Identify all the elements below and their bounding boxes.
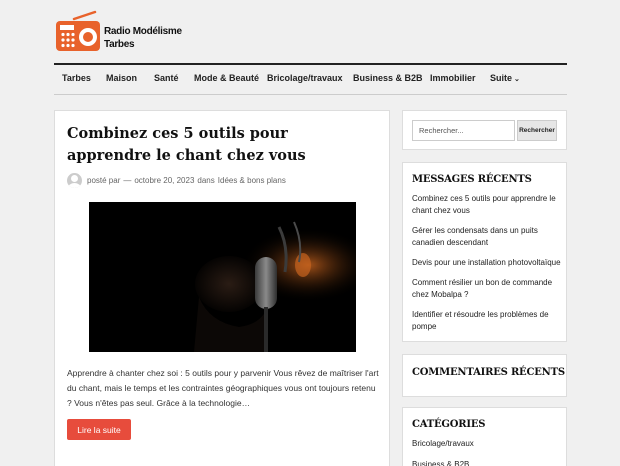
chevron-down-icon: ⌄ (514, 76, 520, 83)
search-button[interactable]: Rechercher (517, 120, 557, 141)
meta-separator: — (123, 175, 132, 185)
post-meta (67, 172, 289, 188)
nav-item-maison[interactable]: Maison (106, 73, 138, 83)
recent-post-item[interactable]: Gérer les condensats dans un puits canadien descendant (412, 226, 538, 247)
nav-item-bricolage[interactable]: Bricolage/travaux (267, 73, 343, 83)
meta-in: dans (197, 175, 215, 185)
recent-posts-title: MESSAGES RÉCENTS (412, 174, 532, 185)
radio-logo-icon[interactable] (54, 10, 102, 52)
categories-widget (402, 407, 567, 466)
nav-item-suite[interactable] (490, 73, 520, 83)
meta-date[interactable]: octobre 20, 2023 (134, 175, 195, 185)
site-title[interactable] (104, 25, 182, 51)
nav-item-sante[interactable]: Santé (154, 73, 179, 83)
read-more-button[interactable]: Lire la suite (67, 419, 131, 440)
categories-list (412, 438, 474, 466)
post-card (54, 110, 390, 466)
site-title-line2: Tarbes (104, 39, 135, 50)
meta-category[interactable]: Idées & bons plans (217, 175, 286, 185)
main-navigation (54, 63, 567, 95)
recent-post-item[interactable]: Comment résilier un bon de commande chez Mobalpa ? (412, 278, 553, 299)
meta-posted-by: posté par (87, 175, 121, 185)
site-title-line1: Radio Modélisme (104, 26, 182, 37)
recent-posts-list (412, 193, 562, 341)
singer-microphone-image (89, 202, 356, 352)
recent-posts-widget (402, 162, 567, 342)
featured-image[interactable] (89, 202, 356, 352)
recent-post-item[interactable]: Devis pour une installation photovoltaïque (412, 258, 561, 267)
categories-title: CATÉGORIES (412, 419, 486, 430)
post-title[interactable]: Combinez ces 5 outils pour apprendre le chant chez vous (67, 125, 306, 164)
recent-post-item[interactable]: Identifier et résoudre les problèmes de pompe (412, 310, 549, 331)
nav-item-mode-beaute[interactable]: Mode & Beauté (194, 73, 260, 83)
recent-comments-title: COMMENTAIRES RÉCENTS (412, 367, 565, 378)
nav-item-business[interactable]: Business & B2B (353, 73, 423, 83)
author-avatar-icon (67, 173, 82, 188)
recent-post-item[interactable]: Combinez ces 5 outils pour apprendre le chant chez vous (412, 194, 556, 215)
nav-item-immobilier[interactable]: Immobilier (430, 73, 476, 83)
search-input[interactable] (412, 120, 515, 141)
recent-comments-widget (402, 354, 567, 397)
nav-item-tarbes[interactable]: Tarbes (62, 73, 91, 83)
post-excerpt: Apprendre à chanter chez soi : 5 outils pour y parvenir Vous rêvez de maîtriser l'art du chant, mais le temps et les contraintes géographiques vous ont toujours retenu ? Vous n'êtes pas seul. Grâce à la technologie… (67, 368, 379, 408)
nav-item-suite-label: Suite (490, 73, 513, 83)
search-widget (402, 110, 567, 150)
category-item[interactable]: Business & B2B (412, 460, 470, 466)
category-item[interactable]: Bricolage/travaux (412, 439, 474, 448)
